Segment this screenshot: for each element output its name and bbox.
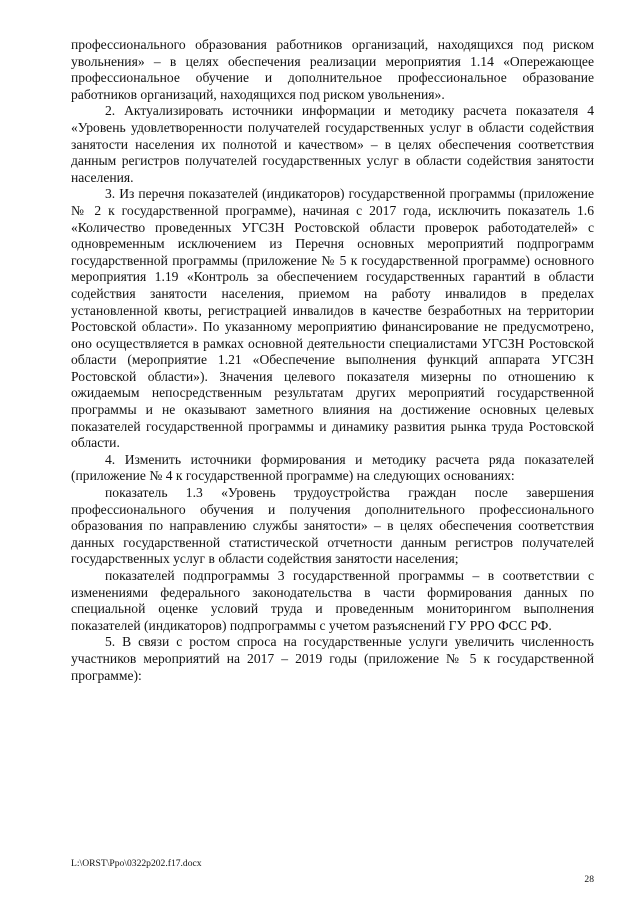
paragraph-item-4: 4. Изменить источники формирования и методику расчета ряда показателей (приложение № 4 к государственной программе) на следующих основаниях: bbox=[71, 451, 594, 484]
paragraph-continuation: профессионального образования работников организаций, находящихся под риском увольнения» – в целях обеспечения реализации мероприятия 1.14 «Опережающее профессиональное обучение и дополнительное профессиональное образование работников организаций, находящихся под риском увольнения». bbox=[71, 37, 594, 102]
paragraph-item-3: 3. Из перечня показателей (индикаторов) государственной программы (приложение № 2 к государственной программе), начиная с 2017 года, исключить показатель 1.6 «Количество проведенных УГСЗН Ростовской области проверок работодателей» с одновременным исключением из Перечня основных мероприятий подпрограмм государственной программы (приложение № 5 к государственной программе) основного мероприятия 1.19 «Контроль за обеспечением государственных гарантий в области содействия занятости населения, приемом на работу инвалидов в пределах установленной квоты, регистрацией инвалидов в качестве безработных на территории Ростовской области». По указанному мероприятию финансирование не предусмотрено, оно осуществляется в рамках основной деятельности специалистами УГСЗН Ростовской области (мероприятие 1.21 «Обеспечение выполнения функций аппарата УГСЗН Ростовской области»). Значения целевого показателя мизерны по отношению к ожидаемым непосредственным результатам других мероприятий государственной программы и не оказывают заметного влияния на достижение основных целевых показателей государственной программы и динамику развития рынка труда Ростовской области. bbox=[71, 186, 594, 451]
paragraph-subprogram-3: показателей подпрограммы 3 государственной программы – в соответствии с изменениями федерального законодательства в части формирования данных по специальной оценке условий труда и проведенным мониторингом выполнения показателей (индикаторов) подпрограммы с учетом разъяснений ГУ РРО ФСС РФ. bbox=[71, 568, 594, 633]
document-body bbox=[71, 37, 594, 684]
footer-file-path: L:\ORST\Ppo\0322p202.f17.docx bbox=[71, 858, 202, 869]
paragraph-indicator-1-3: показатель 1.3 «Уровень трудоустройства граждан после завершения профессионального обучения и получения дополнительного профессионального образования по направлению службы занятости» – в целях обеспечения соответствия данных государственной статистической отчетности данным регистров получателей государственных услуг в области содействия занятости населения; bbox=[71, 485, 594, 567]
paragraph-item-5: 5. В связи с ростом спроса на государственные услуги увеличить численность участников мероприятий на 2017 – 2019 годы (приложение № 5 к государственной программе): bbox=[71, 634, 594, 683]
paragraph-item-2: 2. Актуализировать источники информации и методику расчета показателя 4 «Уровень удовлетворенности получателей государственных услуг в области содействия занятости населения их полнотой и качеством» – в целях обеспечения соответствия данным регистров получателей государственных услуг в области содействия занятости населения. bbox=[71, 103, 594, 185]
page-number: 28 bbox=[584, 874, 594, 885]
